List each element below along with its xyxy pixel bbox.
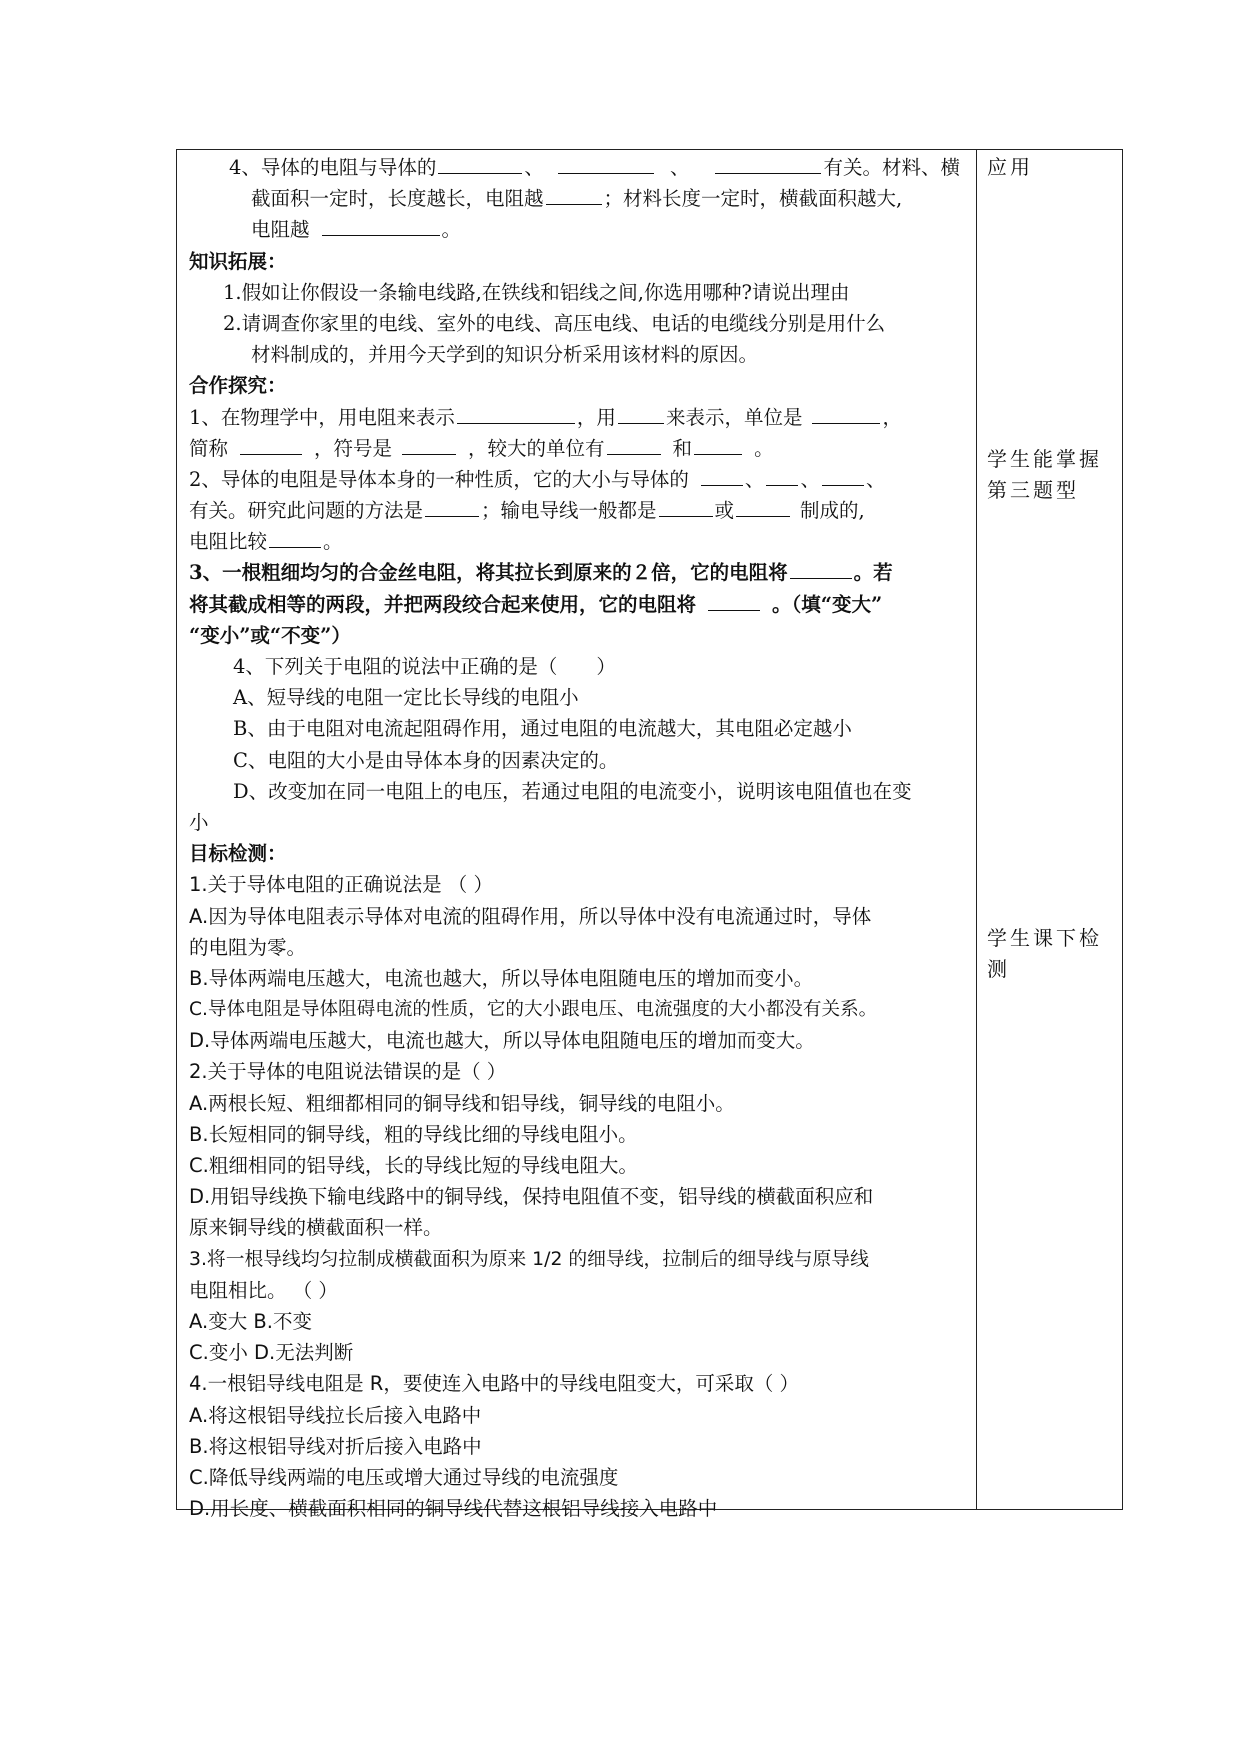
- blank[interactable]: [322, 217, 440, 236]
- coop-q1-line1: 1、在物理学中，用电阻来表示 ，用 来表示，单位是 ，: [189, 405, 902, 429]
- coop-q2-line3: 电阻比较 。: [189, 530, 343, 554]
- test-q2-option-d-cont: 原来铜导线的横截面积一样。: [189, 1216, 443, 1240]
- test-q4: 4.一根铝导线电阻是 R，要使连入电路中的导线电阻变大，可采取（ ）: [189, 1372, 800, 1396]
- coop-q1-line2: 简称 ，符号是 ，较大的单位有 和 。: [189, 436, 774, 460]
- test-q4-option-d: D.用长度、横截面积相同的铜导线代替这根铝导线接入电路中: [189, 1497, 718, 1521]
- test-q1-option-b: B.导体两端电压越大，电流也越大，所以导体电阻随电压的增加而变小。: [189, 966, 814, 990]
- test-q4-option-a: A.将这根铝导线拉长后接入电路中: [189, 1403, 482, 1427]
- side-note-homework: 学生课下检 测: [987, 926, 1102, 981]
- section-title-test: 目标检测：: [189, 842, 287, 866]
- ext-item-2: 2.请调查你家里的电线、室外的电线、高压电线、电话的电缆线分别是用什么: [223, 311, 886, 335]
- q4-line3: 电阻越 。: [251, 218, 462, 242]
- blank[interactable]: [438, 155, 522, 174]
- coop-q3-line3: “变小”或“不变”）: [189, 623, 351, 647]
- blank[interactable]: [766, 467, 798, 486]
- test-q4-option-b: B.将这根铝导线对折后接入电路中: [189, 1434, 482, 1458]
- test-q2: 2.关于导体的电阻说法错误的是（ ）: [189, 1060, 507, 1084]
- blank[interactable]: [790, 560, 852, 579]
- blank[interactable]: [812, 405, 880, 424]
- column-divider: [976, 150, 977, 1509]
- side-note-application: 应用: [987, 155, 1033, 179]
- coop-q4-option-d-cont: 小: [189, 810, 209, 834]
- blank[interactable]: [425, 498, 479, 517]
- worksheet-table: [176, 149, 1123, 1521]
- coop-q2-line2: 有关。研究此问题的方法是 ；输电导线一般都是 或 制成的,: [189, 499, 865, 523]
- test-q3-options-ab: A.变大 B.不变: [189, 1309, 312, 1333]
- q4-line1: 4、导体的电阻与导体的 、 、 有关。材料、横: [229, 156, 960, 179]
- blank[interactable]: [240, 436, 302, 455]
- test-q1-option-c: C.导体电阻是导体阻碍电流的性质，它的大小跟电压、电流强度的大小都没有关系。: [189, 999, 878, 1021]
- coop-q4: 4、下列关于电阻的说法中正确的是（ ）: [233, 655, 616, 678]
- blank[interactable]: [402, 436, 456, 455]
- content-column: [189, 152, 967, 1524]
- blank[interactable]: [269, 529, 321, 548]
- blank[interactable]: [607, 436, 661, 455]
- blank[interactable]: [736, 498, 790, 517]
- blank[interactable]: [694, 436, 742, 455]
- ext-item-2-cont: 材料制成的，并用今天学到的知识分析采用该材料的原因。: [251, 343, 759, 367]
- blank[interactable]: [708, 592, 760, 611]
- test-q2-option-c: C.粗细相同的铝导线，长的导线比短的导线电阻大。: [189, 1154, 638, 1177]
- blank[interactable]: [546, 186, 602, 205]
- coop-q4-option-d: D、改变加在同一电阻上的电压，若通过电阻的电流变小，说明该电阻值也在变: [233, 779, 912, 803]
- blank[interactable]: [701, 467, 743, 486]
- coop-q3-line1: 3、一根粗细均匀的合金丝电阻，将其拉长到原来的２倍，它的电阻将 。若: [189, 561, 893, 585]
- test-q1: 1.关于导体电阻的正确说法是 （ ）: [189, 873, 494, 897]
- coop-q4-option-a: A、短导线的电阻一定比长导线的电阻小: [233, 686, 579, 710]
- ext-item-1: 1.假如让你假设一条输电线路,在铁线和铝线之间,你选用哪种?请说出理由: [223, 280, 850, 304]
- test-q2-option-d: D.用铝导线换下输电线路中的铜导线，保持电阻值不变，铝导线的横截面积应和: [189, 1185, 874, 1209]
- test-q1-option-d: D.导体两端电压越大，电流也越大，所以导体电阻随电压的增加而变大。: [189, 1029, 815, 1053]
- test-q3-options-cd: C.变小 D.无法判断: [189, 1341, 354, 1365]
- blank[interactable]: [558, 155, 654, 174]
- test-q3: 3.将一根导线均匀拉制成横截面积为原来 1/2 的细导线，拉制后的细导线与原导线: [189, 1248, 869, 1270]
- test-q2-option-a: A.两根长短、粗细都相同的铜导线和铝导线，铜导线的电阻小。: [189, 1091, 735, 1115]
- test-q4-option-c: C.降低导线两端的电压或增大通过导线的电流强度: [189, 1465, 619, 1489]
- coop-q4-option-b: B、由于电阻对电流起阻碍作用，通过电阻的电流越大，其电阻必定越小: [233, 717, 852, 741]
- coop-q3-line2: 将其截成相等的两段，并把两段绞合起来使用，它的电阻将 。（填“变大”: [189, 592, 883, 616]
- test-q1-option-a: A.因为导体电阻表示导体对电流的阻碍作用，所以导体中没有电流通过时，导体: [189, 904, 872, 928]
- side-note-mastery: 学生能掌握 第三题型: [987, 447, 1102, 502]
- blank[interactable]: [457, 405, 575, 424]
- coop-q4-option-c: C、电阻的大小是由导体本身的因素决定的。: [233, 748, 619, 772]
- q4-line2: 截面积一定时，长度越长，电阻越 ；材料长度一定时，横截面积越大,: [251, 187, 903, 211]
- section-title-cooperation: 合作探究：: [189, 374, 287, 398]
- test-q3-cont: 电阻相比。 （ ）: [189, 1278, 338, 1302]
- blank[interactable]: [822, 467, 864, 486]
- blank[interactable]: [715, 155, 821, 174]
- coop-q2-line1: 2、导体的电阻是导体本身的一种性质，它的大小与导体的 、 、 、: [189, 467, 886, 491]
- blank[interactable]: [618, 405, 664, 424]
- blank[interactable]: [659, 498, 713, 517]
- test-q2-option-b: B.长短相同的铜导线，粗的导线比细的导线电阻小。: [189, 1122, 638, 1146]
- section-title-extension: 知识拓展：: [189, 249, 287, 273]
- test-q1-option-a-cont: 的电阻为零。: [189, 935, 307, 959]
